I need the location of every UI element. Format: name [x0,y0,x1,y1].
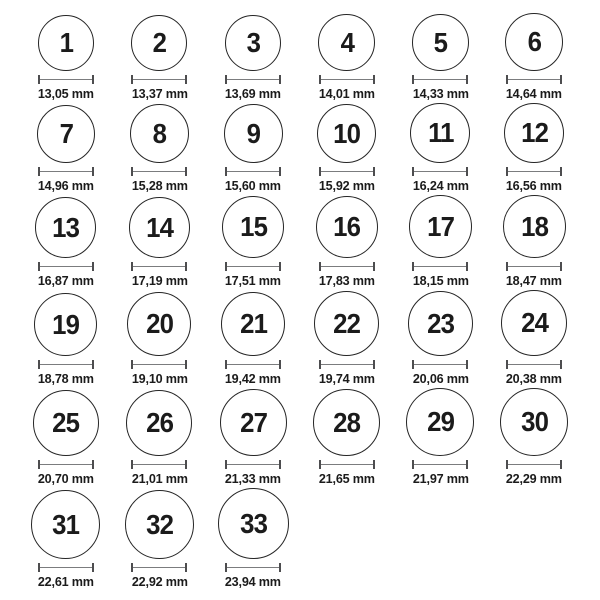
ring-size-number: 22 [333,307,361,339]
diameter-label: 20,70 mm [37,471,94,486]
ring-circle [410,103,470,163]
ring-size-cell [394,13,488,101]
ring-size-cell [487,13,581,101]
ring-size-number: 32 [146,508,173,540]
diameter-label: 14,96 mm [37,178,94,193]
diameter-measure-line [506,262,562,271]
ring-size-number: 28 [333,406,361,438]
ring-circle [125,490,194,559]
ring-size-cell [300,195,394,288]
ring-size-cell [206,290,300,386]
diameter-measure-line [131,75,187,84]
ring-size-cell [19,13,113,101]
ring-size-cell [113,195,207,288]
ring-circle [504,103,564,163]
ring-size-number: 25 [52,407,80,438]
ring-circle [127,292,191,356]
diameter-measure-line [319,75,375,84]
diameter-measure-line [506,167,562,176]
ring-size-number: 30 [520,406,548,437]
ring-size-cell [19,388,113,486]
ring-size-number: 4 [340,26,354,58]
diameter-measure-line [225,360,281,369]
ring-size-number: 13 [52,211,80,243]
ring-circle [505,13,563,71]
diameter-label: 19,42 mm [225,371,282,386]
ring-size-cell [206,103,300,193]
ring-size-number: 23 [427,307,454,339]
ring-size-number: 21 [239,308,267,339]
diameter-label: 18,47 mm [506,273,563,288]
diameter-label: 20,38 mm [506,371,563,386]
ring-size-number: 8 [152,117,167,149]
ring-size-number: 10 [333,117,361,149]
ring-size-number: 26 [146,407,173,438]
ring-circle [314,291,379,356]
diameter-measure-line [412,460,468,469]
diameter-measure-line [506,360,562,369]
ring-size-cell [206,13,300,101]
ring-size-number: 27 [239,406,267,438]
diameter-label: 15,60 mm [225,178,282,193]
diameter-label: 17,83 mm [318,273,375,288]
diameter-measure-line [38,563,94,572]
diameter-label: 14,64 mm [506,86,563,101]
diameter-measure-line [131,563,187,572]
ring-size-cell [19,488,113,589]
ring-circle [221,292,285,356]
ring-size-cell [19,290,113,386]
diameter-label: 19,10 mm [131,371,188,386]
diameter-label: 13,05 mm [37,86,94,101]
ring-circle [313,389,380,456]
ring-size-cell [394,195,488,288]
diameter-label: 18,15 mm [412,273,469,288]
ring-size-cell [487,290,581,386]
ring-size-number: 29 [427,406,454,437]
ring-size-cell [113,103,207,193]
ring-circle [316,196,378,258]
diameter-measure-line [131,460,187,469]
ring-size-cell [113,13,207,101]
diameter-measure-line [319,167,375,176]
diameter-label: 21,97 mm [412,471,469,486]
diameter-measure-line [412,262,468,271]
ring-size-cell [487,195,581,288]
ring-circle [35,197,96,258]
ring-circle [408,291,473,356]
diameter-measure-line [412,167,468,176]
ring-size-number: 19 [52,308,80,340]
ring-circle [412,14,469,71]
diameter-label: 18,78 mm [37,371,94,386]
ring-circle [224,104,283,163]
ring-circle [130,104,189,163]
diameter-label: 19,74 mm [318,371,375,386]
diameter-label: 21,01 mm [131,471,188,486]
ring-size-number: 12 [520,117,548,148]
ring-circle [131,15,187,71]
ring-size-number: 7 [59,118,73,149]
ring-circle [129,197,190,258]
ring-circle [409,195,472,258]
diameter-measure-line [225,563,281,572]
ring-circle [318,14,375,71]
ring-size-cell [300,290,394,386]
diameter-label: 22,29 mm [506,471,563,486]
diameter-measure-line [225,75,281,84]
ring-size-cell [113,488,207,589]
ring-size-cell [19,103,113,193]
ring-size-number: 20 [146,308,173,339]
ring-size-number: 9 [246,117,260,149]
diameter-label: 23,94 mm [225,574,282,589]
diameter-label: 13,37 mm [131,86,188,101]
ring-size-cell [300,13,394,101]
diameter-label: 14,01 mm [318,86,375,101]
ring-circle [503,195,566,258]
diameter-measure-line [131,360,187,369]
ring-size-number: 3 [246,27,260,58]
ring-size-number: 31 [52,508,80,540]
ring-size-number: 1 [59,27,73,58]
ring-size-number: 16 [333,211,361,242]
ring-circle [33,390,99,456]
ring-circle [34,293,97,356]
ring-circle [37,105,95,163]
diameter-measure-line [225,167,281,176]
ring-circle [31,490,100,559]
ring-size-cell [394,388,488,486]
diameter-label: 21,65 mm [318,471,375,486]
ring-size-cell [206,488,300,589]
diameter-label: 22,92 mm [131,574,188,589]
ring-size-number: 2 [152,27,167,58]
diameter-measure-line [412,75,468,84]
ring-circle [38,15,94,71]
ring-size-number: 6 [527,26,541,57]
diameter-measure-line [319,460,375,469]
ring-size-number: 33 [239,507,267,539]
ring-size-cell [113,388,207,486]
diameter-measure-line [38,360,94,369]
ring-circle [317,104,376,163]
ring-size-cell [394,290,488,386]
ring-circle [218,488,289,559]
ring-size-number: 15 [239,211,267,242]
ring-circle [222,196,284,258]
diameter-measure-line [131,262,187,271]
diameter-label: 15,92 mm [318,178,375,193]
ring-size-cell [113,290,207,386]
diameter-measure-line [131,167,187,176]
diameter-measure-line [225,262,281,271]
diameter-measure-line [319,262,375,271]
diameter-measure-line [506,75,562,84]
ring-circle [406,388,474,456]
diameter-label: 17,19 mm [131,273,188,288]
ring-circle [126,390,192,456]
ring-circle [500,388,568,456]
ring-size-cell [300,388,394,486]
diameter-label: 14,33 mm [412,86,469,101]
diameter-measure-line [506,460,562,469]
ring-size-cell [394,103,488,193]
ring-circle [220,389,287,456]
ring-size-number: 18 [520,210,548,242]
diameter-label: 16,87 mm [37,273,94,288]
diameter-measure-line [319,360,375,369]
ring-circle [225,15,281,71]
diameter-label: 16,56 mm [506,178,563,193]
ring-size-number: 11 [427,117,454,148]
diameter-measure-line [38,460,94,469]
ring-size-number: 24 [520,307,548,338]
diameter-label: 20,06 mm [412,371,469,386]
diameter-label: 17,51 mm [225,273,282,288]
diameter-label: 15,28 mm [131,178,188,193]
diameter-label: 13,69 mm [225,86,282,101]
diameter-measure-line [38,75,94,84]
size-grid [19,13,581,589]
ring-size-cell [206,195,300,288]
ring-size-cell [19,195,113,288]
diameter-measure-line [225,460,281,469]
ring-size-number: 5 [433,26,448,58]
diameter-label: 22,61 mm [37,574,94,589]
ring-circle [501,290,567,356]
ring-size-cell [487,388,581,486]
diameter-measure-line [412,360,468,369]
ring-size-cell [206,388,300,486]
diameter-measure-line [38,167,94,176]
ring-size-number: 17 [427,210,454,242]
ring-size-number: 14 [146,211,173,243]
diameter-measure-line [38,262,94,271]
diameter-label: 16,24 mm [412,178,469,193]
ring-size-cell [487,103,581,193]
ring-size-cell [300,103,394,193]
diameter-label: 21,33 mm [225,471,282,486]
